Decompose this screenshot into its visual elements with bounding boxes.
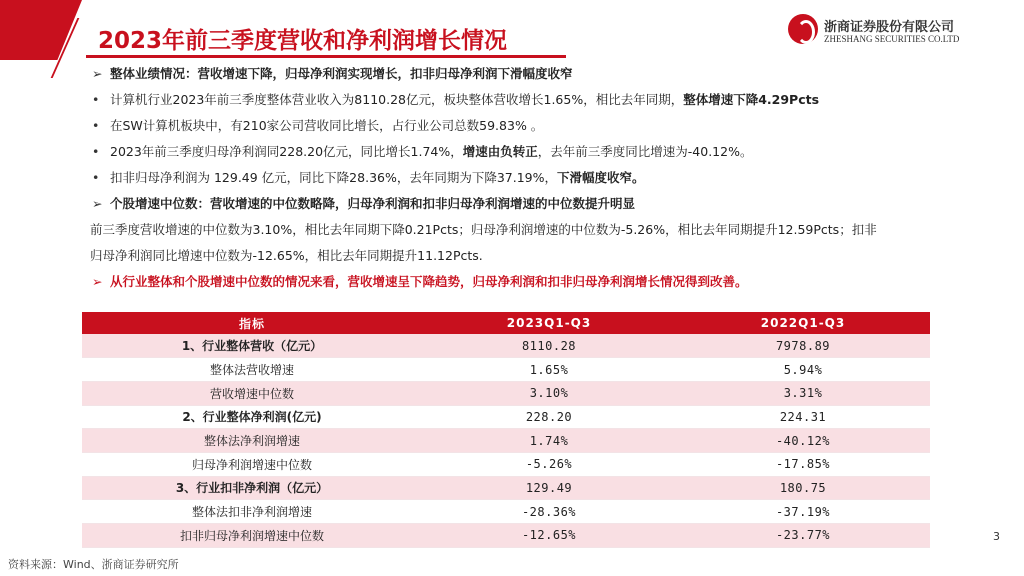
table-row xyxy=(82,524,930,548)
value-2022: -37.19% xyxy=(676,500,930,524)
logo-name-cn: 浙商证券股份有限公司 xyxy=(824,20,955,35)
value-2022: 3.31% xyxy=(676,381,930,405)
row-label: 整体法净利润增速 xyxy=(82,429,422,453)
table-body xyxy=(82,334,930,547)
value-2022: 5.94% xyxy=(676,358,930,382)
value-2023: 8110.28 xyxy=(422,334,676,358)
section1-heading xyxy=(92,64,573,82)
logo-name-en: ZHESHANG SECURITIES CO.LTD xyxy=(824,34,960,44)
arrow-bullet-icon: ➢ xyxy=(92,66,103,81)
table-header-row xyxy=(82,312,930,334)
section2-paragraph-line: 归母净利润同比增速中位数为-12.65%，相比去年同期提升11.12Pcts. xyxy=(90,248,483,263)
value-2023: -28.36% xyxy=(422,500,676,524)
section1-item xyxy=(92,90,819,108)
value-2023: 1.74% xyxy=(422,429,676,453)
value-2023: 228.20 xyxy=(422,405,676,429)
page-title: 2023年前三季度营收和净利润增长情况 xyxy=(98,28,508,54)
dot-bullet-icon: • xyxy=(92,170,100,185)
table-row xyxy=(82,500,930,524)
section1-item-text: 在SW计算机板块中，有210家公司营收同比增长，占行业公司总数59.83% 。 xyxy=(110,118,544,133)
section1-heading-text: 整体业绩情况：营收增速下降，归母净利润实现增长，扣非归母净利润下滑幅度收窄 xyxy=(110,66,573,81)
table-row xyxy=(82,334,930,358)
section1-item-emphasis: 增速由负转正 xyxy=(462,144,538,159)
dot-bullet-icon: • xyxy=(92,118,100,133)
conclusion xyxy=(92,272,748,290)
column-header-2023: 2023Q1-Q3 xyxy=(422,312,676,334)
row-label: 归母净利润增速中位数 xyxy=(82,452,422,476)
value-2023: -5.26% xyxy=(422,452,676,476)
row-label: 3、行业扣非净利润（亿元） xyxy=(82,476,422,500)
section1-item-emphasis: 整体增速下降4.29Pcts xyxy=(683,92,820,107)
column-header-metric: 指标 xyxy=(82,312,422,334)
title-underline xyxy=(86,55,566,58)
value-2022: 7978.89 xyxy=(676,334,930,358)
value-2023: 3.10% xyxy=(422,381,676,405)
arrow-bullet-icon: ➢ xyxy=(92,196,103,211)
dot-bullet-icon: • xyxy=(92,144,100,159)
company-logo xyxy=(788,14,998,54)
dot-bullet-icon: • xyxy=(92,92,100,107)
logo-mark-icon xyxy=(788,14,818,44)
row-label: 整体法营收增速 xyxy=(82,358,422,382)
table-row xyxy=(82,476,930,500)
corner-decoration xyxy=(0,0,82,60)
value-2022: -40.12% xyxy=(676,429,930,453)
section1-item-text: 计算机行业2023年前三季度整体营业收入为8110.28亿元，板块整体营收增长1.65%，相比去年同期， xyxy=(110,92,684,107)
section1-item xyxy=(92,168,645,186)
section1-item-text: 扣非归母净利润为 129.49 亿元，同比下降28.36%，去年同期为下降37.19%， xyxy=(110,170,558,185)
section2-heading-text: 个股增速中位数：营收增速的中位数略降，归母净利润和扣非归母净利润增速的中位数提升明显 xyxy=(110,196,636,211)
source-note: 资料来源：Wind、浙商证券研究所 xyxy=(8,558,179,571)
value-2022: 224.31 xyxy=(676,405,930,429)
value-2022: -17.85% xyxy=(676,452,930,476)
value-2022: -23.77% xyxy=(676,524,930,548)
section1-item xyxy=(92,142,752,160)
table-row xyxy=(82,452,930,476)
row-label: 整体法扣非净利润增速 xyxy=(82,500,422,524)
row-label: 2、行业整体净利润(亿元) xyxy=(82,405,422,429)
table-row xyxy=(82,405,930,429)
conclusion-text: 从行业整体和个股增速中位数的情况来看，营收增速呈下降趋势，归母净利润和扣非归母净利润增长情况得到改善。 xyxy=(110,274,748,289)
section1-item-emphasis: 下滑幅度收窄。 xyxy=(557,170,645,185)
value-2022: 180.75 xyxy=(676,476,930,500)
table-row xyxy=(82,429,930,453)
section1-item-tail: ，去年前三季度同比增速为-40.12%。 xyxy=(537,144,753,159)
value-2023: 129.49 xyxy=(422,476,676,500)
table-row xyxy=(82,358,930,382)
column-header-2022: 2022Q1-Q3 xyxy=(676,312,930,334)
row-label: 扣非归母净利润增速中位数 xyxy=(82,524,422,548)
value-2023: -12.65% xyxy=(422,524,676,548)
section2-heading xyxy=(92,194,635,212)
value-2023: 1.65% xyxy=(422,358,676,382)
row-label: 1、行业整体营收（亿元） xyxy=(82,334,422,358)
row-label: 营收增速中位数 xyxy=(82,381,422,405)
section1-item-text: 2023年前三季度归母净利润同228.20亿元，同比增长1.74%， xyxy=(110,144,463,159)
page-number: 3 xyxy=(993,530,1000,543)
table-row xyxy=(82,381,930,405)
section1-item xyxy=(92,116,543,134)
arrow-bullet-icon: ➢ xyxy=(92,274,103,289)
section2-paragraph-line: 前三季度营收增速的中位数为3.10%，相比去年同期下降0.21Pcts；归母净利润增速的中位数为-5.26%，相比去年同期提升12.59Pcts；扣非 xyxy=(90,222,877,237)
metrics-table xyxy=(82,312,930,548)
